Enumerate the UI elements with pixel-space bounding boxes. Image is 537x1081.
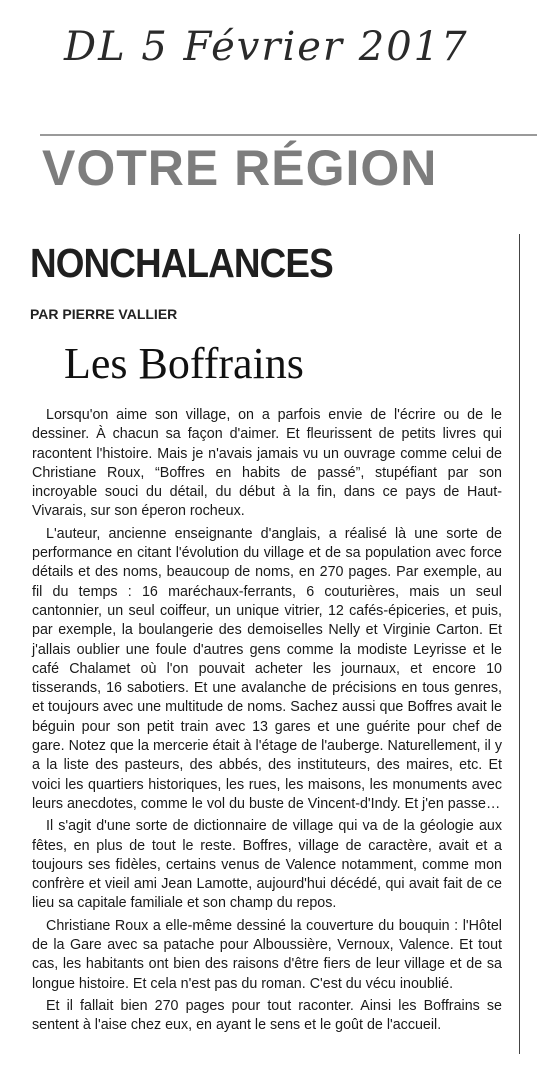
article-body	[32, 406, 502, 1039]
article-paragraph: L'auteur, ancienne enseignante d'anglais, a réalisé là une sorte de performance en citant l'évolution du village et de sa population avec force détails et des noms, beaucoup de noms, en 270 pages. Par exemple, au fil du temps : 16 maréchaux-ferrants, 6 couturières, mais un seul cantonnier, un seul coiffeur, un unique vitrier, 12 cafés-épiceries, et puis, par exemple, la boulangerie des demoiselles Nelly et Virginie Carton. Et j'allais oublier une foule d'autres gens comme la modiste Leyrisse et le café Chalamet où l'on pouvait acheter les journaux, et encore 10 tisserands, 16 sabotiers. Et une avalanche de précisions en tous genres, et toujours avec une multitude de noms. Sachez aussi que Boffres avait le béguin pour son petit train avec 13 gares et une guérite pour chef de gare. Notez que la mercerie était à l'étage de l'auberge. Naturellement, il y a la liste des pasteurs, des abbés, des instituteurs, des maires, etc. Et voici les quartiers historiques, les rues, les maisons, les monuments avec leurs anecdotes, comme le vol du buste de Vincent-d'Indy. Et j'en passe…	[32, 525, 502, 812]
column-title: NONCHALANCES	[30, 240, 333, 286]
handwritten-date-note	[60, 8, 480, 78]
article-paragraph: Et il fallait bien 270 pages pour tout raconter. Ainsi les Boffrains se sentent à l'aise chez eux, en ayant le sens et le goût de l'accueil.	[32, 997, 502, 1034]
article-paragraph: Christiane Roux a elle-même dessiné la couverture du bouquin : l'Hôtel de la Gare avec sa patache pour Alboussière, Vernoux, Valence. Et tout cas, les habitants ont bien des raisons d'être fiers de leur village et de sa longue histoire. Et cela n'est pas du roman. C'est du vécu inoublié.	[32, 917, 502, 992]
article-headline: Les Boffrains	[64, 339, 304, 388]
byline: PAR PIERRE VALLIER	[30, 306, 178, 322]
handwritten-note-text: DL 5 Février 2017	[64, 24, 469, 70]
column-divider	[519, 234, 520, 1054]
section-title: VOTRE RÉGION	[42, 140, 438, 196]
article-paragraph: Il s'agit d'une sorte de dictionnaire de village qui va de la géologie aux fêtes, en plus de tout le reste. Boffres, village de caractère, avait et a toujours ses fidèles, certains venus de Valence notamment, comme mon confrère et vieil ami Jean Lamotte, aujourd'hui décédé, qui avait fait de ce lieu sa capitale familiale et son champ du repos.	[32, 818, 502, 912]
article-paragraph: Lorsqu'on aime son village, on a parfois envie de l'écrire ou de le dessiner. À chacun sa façon d'aimer. Et fleurissent de petits livres qui racontent l'histoire. Mais je n'avais jamais vu un ouvrage comme celui de Christiane Roux, “Boffres en habits de passé”, stupéfiant par son incroyable souci du détail, du début à la fin, dans ce pays de Haut-Vivarais, sur son éperon rocheux.	[32, 407, 502, 520]
handwritten-note-drawing	[60, 8, 480, 78]
